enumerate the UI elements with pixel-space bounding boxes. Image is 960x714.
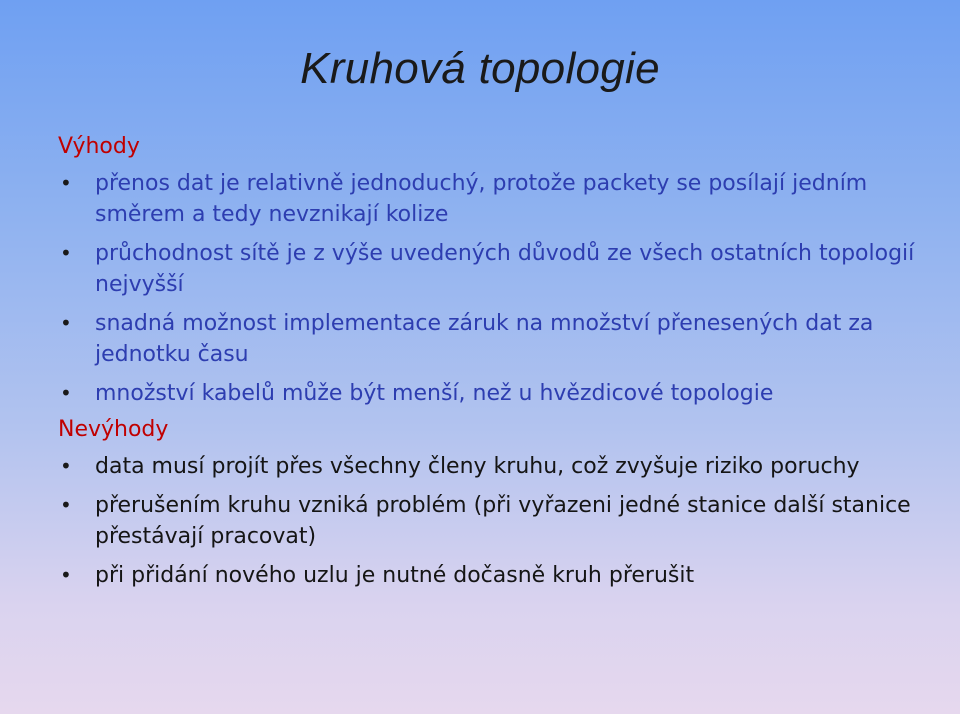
list-item xyxy=(58,451,928,482)
bullet-icon: • xyxy=(60,241,72,265)
list-item xyxy=(58,490,928,552)
section-heading-pros: Výhody xyxy=(58,134,140,159)
section-pros xyxy=(58,130,928,409)
list-item-text: průchodnost sítě je z výše uvedených důvodů ze všech ostatních topologií nejvyšší xyxy=(95,241,915,297)
slide-content xyxy=(58,130,928,599)
bullet-icon: • xyxy=(60,493,72,517)
list-item xyxy=(58,378,928,409)
list-item xyxy=(58,238,928,300)
list-item-text: při přidání nového uzlu je nutné dočasně kruh přerušit xyxy=(95,563,695,588)
bullet-icon: • xyxy=(60,381,72,405)
cons-list xyxy=(58,451,928,591)
bullet-icon: • xyxy=(60,171,72,195)
bullet-icon: • xyxy=(60,454,72,478)
list-item xyxy=(58,168,928,230)
list-item xyxy=(58,308,928,370)
slide-title-text: Kruhová topologie xyxy=(300,44,660,93)
slide-title xyxy=(0,44,960,94)
list-item-text: data musí projít přes všechny členy kruhu, což zvyšuje riziko poruchy xyxy=(95,454,860,479)
list-item-text: přenos dat je relativně jednoduchý, protože packety se posílají jedním směrem a tedy nevznikají kolize xyxy=(95,171,868,227)
bullet-icon: • xyxy=(60,311,72,335)
bullet-icon: • xyxy=(60,563,72,587)
list-item-text: přerušením kruhu vzniká problém (při vyřazeni jedné stanice další stanice přestávají pracovat) xyxy=(95,493,911,549)
list-item-text: snadná možnost implementace záruk na množství přenesených dat za jednotku času xyxy=(95,311,874,367)
section-heading-cons: Nevýhody xyxy=(58,417,169,442)
list-item xyxy=(58,560,928,591)
section-cons xyxy=(58,413,928,591)
pros-list xyxy=(58,168,928,409)
list-item-text: množství kabelů může být menší, než u hvězdicové topologie xyxy=(95,381,774,406)
